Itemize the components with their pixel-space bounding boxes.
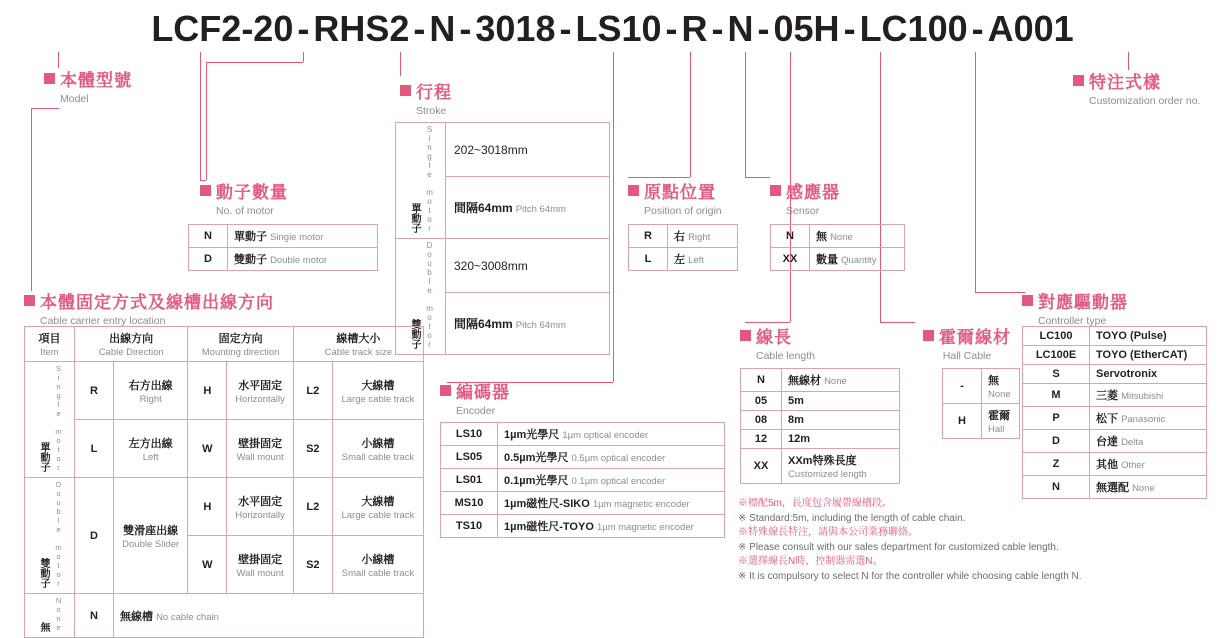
heading-encoder-cn: 編碼器 [456,383,510,402]
leader-line [400,52,401,76]
group-label-en: Double motor [54,480,64,588]
cable-length-cn: XXm特殊長度 [788,455,857,467]
controller-code: Z [1023,453,1090,476]
controller-code: LC100 [1023,327,1090,346]
heading-customization [1073,68,1200,107]
heading-customization-en: Customization order no. [1089,95,1201,107]
part-segment-model: LCF2-20 [151,8,294,49]
heading-hall-cable-cn: 霍爾線材 [939,328,1011,347]
controller-cn: 松下 [1096,413,1118,425]
part-segment-origin: R [681,8,708,49]
part-dash: - [971,8,984,49]
cable-entry-table [24,326,424,638]
cable-length-code: 08 [741,411,782,430]
table-row [741,449,900,484]
entry-direction-cn: 無線槽 [120,610,153,623]
hall-cable-cn: 無 [988,375,999,387]
stroke-range: 320~3008mm [446,239,610,293]
heading-hall-cable-en: Hall Cable [942,350,992,362]
entry-code: D [75,478,114,594]
mount-code: W [188,420,227,478]
heading-controller [1022,288,1128,327]
table-row [741,392,900,411]
heading-encoder-en: Encoder [456,405,496,417]
encoder-cn: 0.5µm光學尺 [504,452,569,464]
mount-cn: 水平固定 [238,379,283,392]
heading-controller-en: Controller type [1038,315,1107,327]
group-label-cn: 單動子 [37,442,49,472]
table-row [771,248,905,271]
heading-controller-cn: 對應驅動器 [1038,293,1128,312]
table-row [1023,476,1207,499]
leader-line [690,52,691,177]
group-label-en: Single motor [54,364,64,472]
heading-customization-cn: 特注式樣 [1089,73,1161,92]
col-direction-cn: 出線方向 [109,333,154,345]
track-code: S2 [293,420,332,478]
bullet-square-icon [740,330,751,341]
stroke-table [395,122,610,355]
mount-code: H [188,362,227,420]
heading-sensor-en: Sensor [786,205,820,217]
entry-direction-cn: 右方出線 [128,379,173,392]
leader-line [613,52,614,382]
cable-length-code: N [741,369,782,392]
part-segment-controller: LC100 [859,8,968,49]
mount-code: W [188,536,227,594]
note-line: ※ Standard:5m, including the length of cable chain. [738,512,966,524]
table-row [741,430,900,449]
table-row [1023,407,1207,430]
cable-length-cn: 8m [788,414,804,426]
stroke-pitch-cn: 間隔64mm [454,201,513,216]
leader-line [31,108,32,291]
controller-code: N [1023,476,1090,499]
track-en: Large cable track [341,393,415,405]
note-line: ※選擇線長N時，控制器需選N。 [738,556,883,567]
note-line: ※ Please consult with our sales department for customized cable length. [738,541,1059,553]
table-row [741,369,900,392]
controller-cn: TOYO (EtherCAT) [1096,349,1188,361]
entry-direction-en: Right [139,393,162,405]
mount-en: Horizontally [235,393,285,405]
heading-cable-entry-en: Cable carrier entry location [40,315,166,327]
controller-cn: 三菱 [1096,390,1118,402]
entry-code: L [75,420,114,478]
stroke-pitch-cn: 間隔64mm [454,317,513,332]
track-en: Small cable track [341,451,415,463]
heading-motor-count-cn: 動子數量 [216,183,288,202]
stroke-row-label-cn: 單動子 [408,203,420,233]
entry-direction-en: No cable chain [156,611,219,623]
entry-code: N [75,594,114,638]
hall-cable-table [942,368,1020,439]
motor-count-en: Double motor [270,255,328,266]
heading-stroke-en: Stroke [416,105,447,117]
origin-cn: 左 [674,254,685,266]
encoder-code: TS10 [441,515,498,538]
controller-code: M [1023,384,1090,407]
note-line: ※ It is compulsory to select N for the controller while choosing cable length N. [738,570,1082,582]
sensor-cn: 數量 [816,254,838,266]
bullet-square-icon [400,85,411,96]
heading-sensor-cn: 感應器 [786,183,840,202]
leader-line [745,52,746,177]
hall-cable-code: H [943,404,982,439]
entry-code: R [75,362,114,420]
table-row [771,225,905,248]
heading-hall-cable [912,323,1022,362]
table-row [25,362,424,420]
sensor-en: Quantity [841,255,877,266]
encoder-table [440,422,725,538]
controller-code: P [1023,407,1090,430]
controller-code: D [1023,430,1090,453]
sensor-table [770,224,905,271]
controller-en: Delta [1121,437,1144,448]
leader-line [303,52,304,62]
origin-en: Right [688,232,711,243]
leader-line [880,52,881,322]
heading-origin [628,178,722,217]
motor-count-cn: 單動子 [234,231,267,243]
stroke-pitch-en: Pitch 64mm [515,204,566,216]
part-segment-sensor: N [727,8,754,49]
leader-line [745,177,770,178]
track-cn: 大線槽 [361,495,395,508]
table-row [396,123,610,177]
controller-en: Other [1121,460,1145,471]
controller-cn: 其他 [1096,459,1118,471]
hall-cable-en: Hall [988,424,1005,435]
controller-en: None [1132,483,1155,494]
encoder-cn: 1µm磁性尺-SIKO [504,498,590,510]
origin-code: R [629,225,668,248]
part-segment-encoder: LS10 [575,8,662,49]
table-header-row [25,327,424,362]
controller-cn: 無選配 [1096,482,1129,494]
encoder-en: 1µm magnetic encoder [592,499,690,510]
table-row [1023,453,1207,476]
part-segment-customization: A001 [987,8,1074,49]
track-cn: 小線槽 [361,553,395,566]
controller-code: S [1023,365,1090,384]
bullet-square-icon [440,385,451,396]
heading-origin-cn: 原點位置 [644,183,716,202]
table-row [629,248,738,271]
track-code: S2 [293,536,332,594]
controller-en: Panasonic [1121,414,1166,425]
hall-cable-cn: 霍爾 [988,410,1010,422]
cable-length-en: Customized length [788,469,867,480]
encoder-cn: 1µm磁性尺-TOYO [504,521,594,533]
motor-count-code: N [189,225,228,248]
entry-direction-cn: 雙滑座出線 [123,524,179,537]
heading-stroke-cn: 行程 [416,83,452,102]
bullet-square-icon [24,295,35,306]
mount-cn: 壁掛固定 [238,437,283,450]
cable-length-en: None [824,376,847,387]
part-dash: - [843,8,856,49]
bullet-square-icon [923,330,934,341]
part-number [0,8,1225,50]
stroke-pitch-en: Pitch 64mm [515,320,566,332]
stroke-row-label-en: Double motor [425,241,435,349]
col-mounting-cn: 固定方向 [218,333,263,345]
table-row [441,492,725,515]
table-row [25,478,424,536]
heading-model-en: Model [60,93,89,105]
leader-line [975,52,976,292]
encoder-en: 0.5µm optical encoder [571,453,666,464]
part-dash: - [413,8,426,49]
cable-length-cn: 無線材 [788,375,821,387]
part-dash: - [459,8,472,49]
leader-line [975,292,1025,293]
mount-code: H [188,478,227,536]
part-dash: - [757,8,770,49]
heading-stroke [400,78,452,117]
heading-model [44,66,132,105]
part-dash: - [665,8,678,49]
controller-table [1022,326,1207,499]
bullet-square-icon [44,73,55,84]
sensor-en: None [830,232,853,243]
table-row [25,420,424,478]
part-segment-motor-count: N [429,8,456,49]
cable-length-code: 05 [741,392,782,411]
motor-count-en: Single motor [270,232,324,243]
group-label-cn: 雙動子 [37,558,49,588]
origin-code: L [629,248,668,271]
encoder-en: 0.1µm optical encoder [571,476,666,487]
track-en: Small cable track [341,567,415,579]
table-row [441,423,725,446]
origin-cn: 右 [674,231,685,243]
col-mounting-en: Mounting direction [201,347,280,358]
heading-cable-length-en: Cable length [756,350,815,362]
col-track-en: Cable track size [324,347,393,358]
stroke-range: 202~3018mm [446,123,610,177]
mount-cn: 壁掛固定 [238,553,283,566]
track-code: L2 [293,362,332,420]
bullet-square-icon [1022,295,1033,306]
cable-length-cn: 12m [788,433,811,445]
bullet-square-icon [628,185,639,196]
mount-en: Wall mount [236,451,284,463]
table-row [189,248,378,271]
leader-line [200,52,201,180]
mount-en: Wall mount [236,567,284,579]
leader-line [206,62,207,180]
part-segment-stroke: 3018 [475,8,556,49]
table-row [1023,327,1207,346]
heading-encoder [440,378,510,417]
entry-direction-cn: 左方出線 [128,437,173,450]
origin-en: Left [688,255,704,266]
heading-motor-count-en: No. of motor [216,205,274,217]
sensor-code: XX [771,248,810,271]
motor-count-table [188,224,378,271]
table-row [25,594,424,638]
motor-count-cn: 雙動子 [234,254,267,266]
origin-table [628,224,738,271]
heading-model-cn: 本體型號 [60,71,132,90]
table-row [441,469,725,492]
encoder-en: 1µm optical encoder [562,430,649,441]
hall-cable-en: None [988,389,1011,400]
entry-direction-en: Double Slider [122,538,180,550]
part-dash: - [559,8,572,49]
leader-line [206,62,303,63]
col-track-cn: 線槽大小 [336,333,381,345]
controller-cn: Servotronix [1096,368,1158,380]
table-row [441,515,725,538]
cable-length-cn: 5m [788,395,804,407]
encoder-en: 1µm magnetic encoder [596,522,694,533]
col-direction-en: Cable Direction [98,347,164,358]
hall-cable-code: - [943,369,982,404]
heading-cable-entry [24,288,274,327]
sensor-cn: 無 [816,231,827,243]
table-row [396,239,610,293]
track-code: L2 [293,478,332,536]
cable-length-code: XX [741,449,782,484]
heading-cable-length-cn: 線長 [756,328,792,347]
table-row [1023,430,1207,453]
note-line: ※特殊線長特注，請與本公司業務聯絡。 [738,527,918,538]
group-label-en: None [54,596,64,632]
heading-sensor [770,178,840,217]
controller-en: Mitsubishi [1121,391,1164,402]
encoder-code: LS01 [441,469,498,492]
col-item-en: Item [40,347,59,358]
mount-cn: 水平固定 [238,495,283,508]
controller-cn: TOYO (Pulse) [1096,330,1167,342]
table-row [1023,346,1207,365]
stroke-row-label-cn: 雙動子 [408,319,420,349]
heading-origin-en: Position of origin [644,205,722,217]
col-item-cn: 項目 [38,333,61,345]
motor-count-code: D [189,248,228,271]
sensor-code: N [771,225,810,248]
group-label-cn: 無 [37,622,49,632]
track-cn: 小線槽 [361,437,395,450]
entry-direction-en: Left [142,451,159,463]
table-row [1023,384,1207,407]
heading-cable-entry-cn: 本體固定方式及線槽出線方向 [40,293,274,312]
table-row [943,404,1020,439]
notes-block [738,497,1218,584]
encoder-code: MS10 [441,492,498,515]
bullet-square-icon [1073,75,1084,86]
heading-motor-count [200,178,288,217]
bullet-square-icon [200,185,211,196]
encoder-cn: 0.1µm光學尺 [504,475,569,487]
encoder-cn: 1µm光學尺 [504,429,560,441]
table-row [629,225,738,248]
bullet-square-icon [770,185,781,196]
part-segment-cable-entry: RHS2 [313,8,410,49]
note-line: ※標配5m，長度包含履帶線槽段。 [738,498,892,509]
stroke-row-label-en: Single motor [425,125,435,233]
leader-line [880,322,915,323]
table-row [1023,365,1207,384]
encoder-code: LS10 [441,423,498,446]
table-row [943,369,1020,404]
controller-cn: 台達 [1096,436,1118,448]
mount-en: Horizontally [235,509,285,521]
track-en: Large cable track [341,509,415,521]
part-segment-cable-length: 05H [773,8,840,49]
part-dash: - [297,8,310,49]
encoder-code: LS05 [441,446,498,469]
heading-cable-length [740,323,815,362]
table-row [189,225,378,248]
controller-code: LC100E [1023,346,1090,365]
leader-line [31,108,59,109]
table-row [741,411,900,430]
cable-length-code: 12 [741,430,782,449]
part-dash: - [711,8,724,49]
table-row [441,446,725,469]
track-cn: 大線槽 [361,379,395,392]
cable-length-table [740,368,900,484]
